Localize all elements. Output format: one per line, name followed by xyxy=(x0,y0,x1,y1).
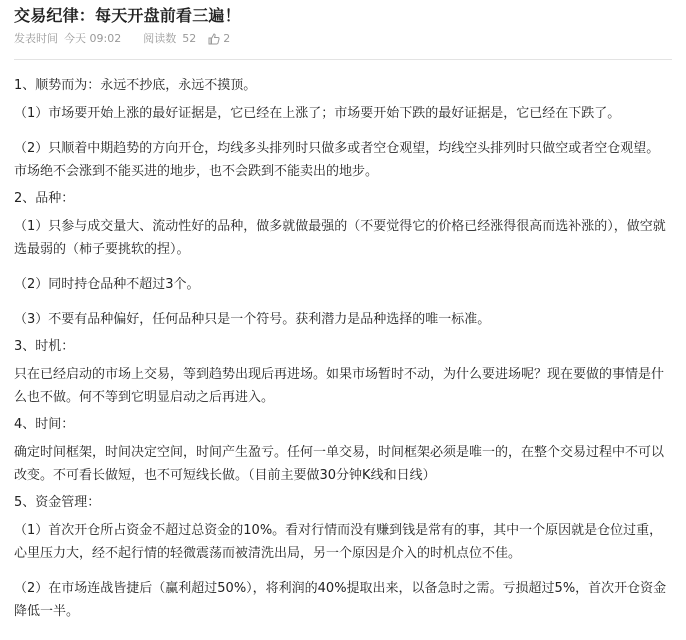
paragraph: （2）只顺着中期趋势的方向开仓，均线多头排列时只做多或者空仓观望，均线空头排列时只做空或者空仓观望。市场绝不会涨到不能买进的地步，也不会跌到不能卖出的地步。 xyxy=(14,141,660,179)
paragraph: 1、顺势而为：永远不抄底，永远不摸顶。 xyxy=(14,78,257,93)
paragraph: 2、品种： xyxy=(14,191,75,206)
publish-time: 今天 09:02 xyxy=(64,32,122,45)
paragraph: （1）首次开仓所占资金不超过总资金的10%。看对行情而没有赚到钱是常有的事，其中一个原因就是仓位过重，心里压力大，经不起行情的轻微震荡而被清洗出局，另一个原因是介入的时机点位不佳。 xyxy=(14,523,663,561)
paragraph: 4、时间： xyxy=(14,417,75,432)
paragraph: 5、资金管理： xyxy=(14,495,101,510)
paragraph: 3、时机： xyxy=(14,339,75,354)
thumbs-up-icon xyxy=(208,33,220,45)
paragraph: 确定时间框架，时间决定空间，时间产生盈亏。任何一单交易，时间框架必须是唯一的，在整个交易过程中不可以改变。不可看长做短，也不可短线长做。（目前主要做30分钟K线和日线） xyxy=(14,445,665,483)
like-count: 2 xyxy=(223,32,231,45)
paragraph: （1）只参与成交量大、流动性好的品种，做多就做最强的（不要觉得它的价格已经涨得很高而选补涨的），做空就选最弱的（柿子要挑软的捏）。 xyxy=(14,219,666,257)
paragraph: （3）不要有品种偏好，任何品种只是一个符号。获利潜力是品种选择的唯一标准。 xyxy=(14,312,491,327)
paragraph: （2）同时持仓品种不超过3个。 xyxy=(14,277,200,292)
read-label: 阅读数 xyxy=(143,32,177,45)
paragraph: （1）市场要开始上涨的最好证据是，它已经在上涨了；市场要开始下跌的最好证据是，它已经在下跌了。 xyxy=(14,106,621,121)
title-divider xyxy=(14,59,672,60)
article-title: 交易纪律：每天开盘前看三遍！ xyxy=(14,6,241,25)
like-button[interactable] xyxy=(208,31,236,47)
article-content xyxy=(14,74,672,623)
read-count: 52 xyxy=(182,32,197,45)
paragraph: 只在已经启动的市场上交易，等到趋势出现后再进场。如果市场暂时不动，为什么要进场呢？现在要做的事情是什么也不做。何不等到它明显启动之后再进入。 xyxy=(14,367,665,405)
article-meta xyxy=(14,31,672,47)
publish-label: 发表时间 xyxy=(14,32,58,45)
paragraph: （2）在市场连战皆捷后（赢利超过50%），将利润的40%提取出来，以备急时之需。亏损超过5%，首次开仓资金降低一半。 xyxy=(14,581,667,619)
